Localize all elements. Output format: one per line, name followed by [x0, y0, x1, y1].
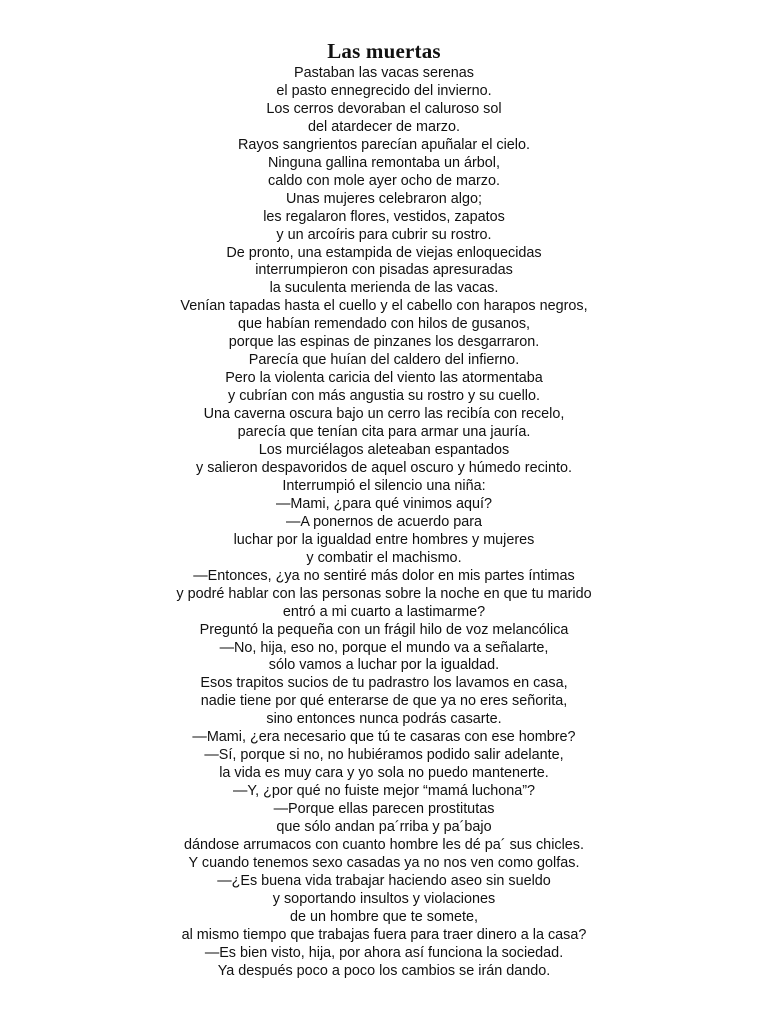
poem-line: Pero la violenta caricia del viento las atormentaba	[225, 370, 543, 387]
poem-line: Parecía que huían del caldero del infierno.	[248, 352, 520, 369]
poem-line: y salieron despavoridos de aquel oscuro y húmedo recinto.	[196, 459, 572, 476]
poem-line: —No, hija, eso no, porque el mundo va a señalarte,	[219, 639, 549, 656]
poem-line: —Es bien visto, hija, por ahora así funciona la sociedad.	[204, 944, 564, 961]
poem-line: De pronto, una estampida de viejas enloquecidas	[226, 244, 542, 261]
poem-line: y un arcoíris para cubrir su rostro.	[276, 226, 492, 243]
poem-line: luchar por la igualdad entre hombres y mujeres	[233, 531, 535, 548]
poem-line: Interrumpió el silencio una niña:	[282, 477, 486, 494]
poem-line: Los cerros devoraban el caluroso sol	[266, 100, 502, 117]
poem-line: Pastaban las vacas serenas	[294, 65, 474, 81]
poem-line: Venían tapadas hasta el cuello y el cabello con harapos negros,	[180, 298, 588, 315]
poem-line: nadie tiene por qué enterarse de que ya no eres señorita,	[200, 693, 568, 710]
poem-line: —¿Es buena vida trabajar haciendo aseo sin sueldo	[217, 872, 551, 889]
poem-line: que habían remendado con hilos de gusanos,	[237, 316, 531, 333]
poem-line: Esos trapitos sucios de tu padrastro los lavamos en casa,	[200, 675, 568, 692]
poem-line: y cubrían con más angustia su rostro y su cuello.	[228, 388, 540, 405]
poem-line: y podré hablar con las personas sobre la noche en que tu marido	[176, 585, 592, 602]
poem-body	[0, 65, 768, 981]
poem-line: —Y, ¿por qué no fuiste mejor “mamá luchona”?	[232, 783, 536, 800]
poem-line: les regalaron flores, vestidos, zapatos	[263, 208, 505, 225]
poem-line: parecía que tenían cita para armar una jauría.	[237, 424, 531, 441]
poem-line: la vida es muy cara y yo sola no puedo mantenerte.	[219, 765, 549, 782]
poem-line: —Mami, ¿era necesario que tú te casaras con ese hombre?	[192, 729, 576, 746]
poem-line: —Mami, ¿para qué vinimos aquí?	[276, 495, 492, 512]
poem-line: Preguntó la pequeña con un frágil hilo de voz melancólica	[199, 621, 569, 638]
poem-line: entró a mi cuarto a lastimarme?	[282, 603, 486, 620]
poem-line: y soportando insultos y violaciones	[272, 890, 496, 907]
poem-line: —Entonces, ¿ya no sentiré más dolor en mis partes íntimas	[193, 567, 575, 584]
poem-line: porque las espinas de pinzanes los desgarraron.	[228, 334, 540, 351]
poem-line: dándose arrumacos con cuanto hombre les dé pa´ sus chicles.	[184, 836, 584, 853]
poem-line: que sólo andan pa´rriba y pa´bajo	[276, 819, 492, 836]
poem-line: y combatir el machismo.	[306, 549, 462, 566]
poem-line: —Porque ellas parecen prostitutas	[273, 801, 495, 818]
poem-line: Ya después poco a poco los cambios se irán dando.	[217, 962, 551, 979]
poem-line: Rayos sangrientos parecían apuñalar el cielo.	[238, 136, 530, 153]
poem-line: Los murciélagos aleteaban espantados	[258, 442, 510, 459]
poem-line: la suculenta merienda de las vacas.	[269, 280, 499, 297]
poem-line: al mismo tiempo que trabajas fuera para traer dinero a la casa?	[181, 926, 587, 943]
poem-line: el pasto ennegrecido del invierno.	[276, 82, 492, 99]
poem-line: sino entonces nunca podrás casarte.	[266, 711, 502, 728]
poem-line: —A ponernos de acuerdo para	[285, 513, 482, 530]
poem-title: Las muertas	[327, 39, 441, 63]
poem-line: Unas mujeres celebraron algo;	[286, 190, 482, 207]
poem-line: Y cuando tenemos sexo casadas ya no nos ven como golfas.	[188, 854, 580, 871]
poem-line: Ninguna gallina remontaba un árbol,	[267, 154, 500, 171]
poem-line: sólo vamos a luchar por la igualdad.	[268, 657, 500, 674]
poem-line: interrumpieron con pisadas apresuradas	[255, 262, 513, 279]
poem-line: del atardecer de marzo.	[308, 118, 460, 135]
poem-line: caldo con mole ayer ocho de marzo.	[268, 172, 500, 189]
poem-line: de un hombre que te somete,	[290, 908, 478, 925]
poem-line: Una caverna oscura bajo un cerro las recibía con recelo,	[203, 406, 565, 423]
poem-line: —Sí, porque si no, no hubiéramos podido salir adelante,	[204, 747, 564, 764]
